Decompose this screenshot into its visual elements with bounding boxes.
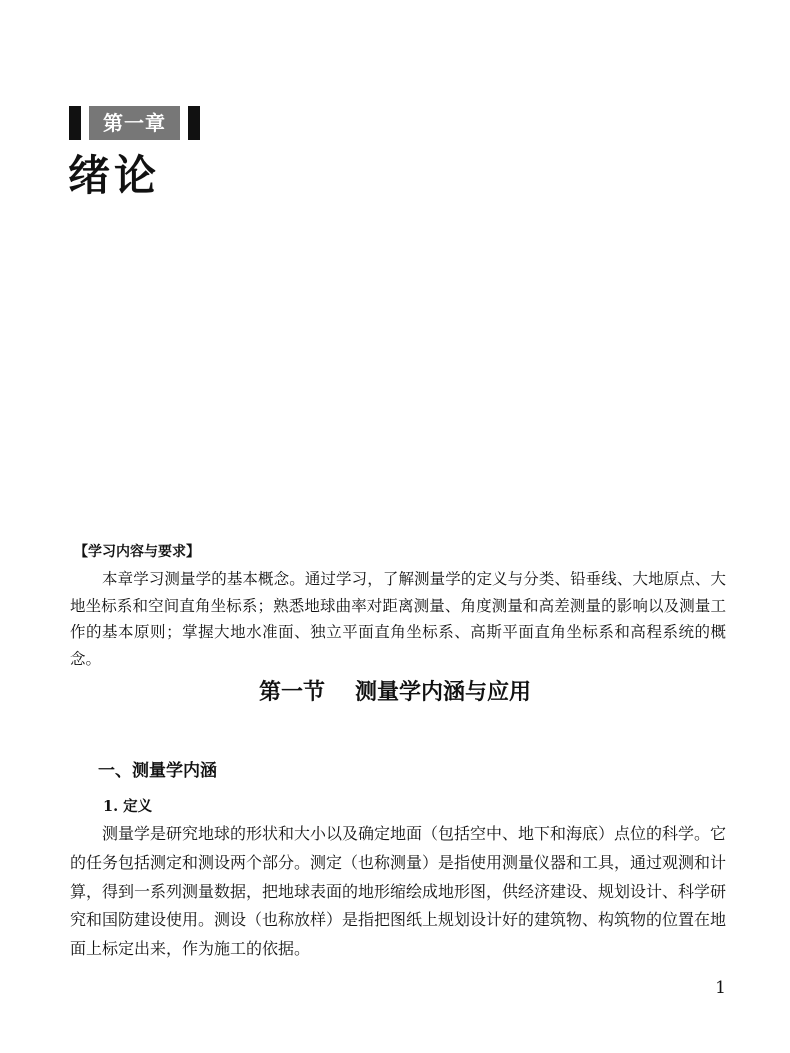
section-title: [0, 674, 790, 710]
badge-bar-left: [69, 106, 81, 140]
chapter-title: 绪论: [68, 151, 161, 200]
item-title: 1. 定义: [103, 798, 153, 815]
requirements-body: 本章学习测量学的基本概念。通过学习，了解测量学的定义与分类、铅垂线、大地原点、大地坐标系和空间直角坐标系；熟悉地球曲率对距离测量、角度测量和高差测量的影响以及测量工作的基本原则；掌握大地水准面、独立平面直角坐标系、高斯平面直角坐标系和高程系统的概念。: [70, 570, 726, 668]
section-title-text: 测量学内涵与应用: [355, 679, 532, 705]
chapter-badge-label: 第一章: [89, 106, 180, 140]
section-number: 第一节: [258, 679, 325, 705]
chapter-badge: [69, 106, 200, 140]
page-number: 1: [715, 978, 726, 998]
definition-body: 测量学是研究地球的形状和大小以及确定地面（包括空中、地下和海底）点位的科学。它的任务包括测定和测设两个部分。测定（也称测量）是指使用测量仪器和工具，通过观测和计算，得到一系列测量数据，把地球表面的地形缩绘成地形图，供经济建设、规划设计、科学研究和国防建设使用。测设（也称放样）是指把图纸上规划设计好的建筑物、构筑物的位置在地面上标定出来，作为施工的依据。: [70, 824, 727, 959]
badge-bar-right: [188, 106, 200, 140]
subsection-title: 一、测量学内涵: [98, 761, 217, 781]
requirements-heading: 【学习内容与要求】: [74, 544, 200, 560]
